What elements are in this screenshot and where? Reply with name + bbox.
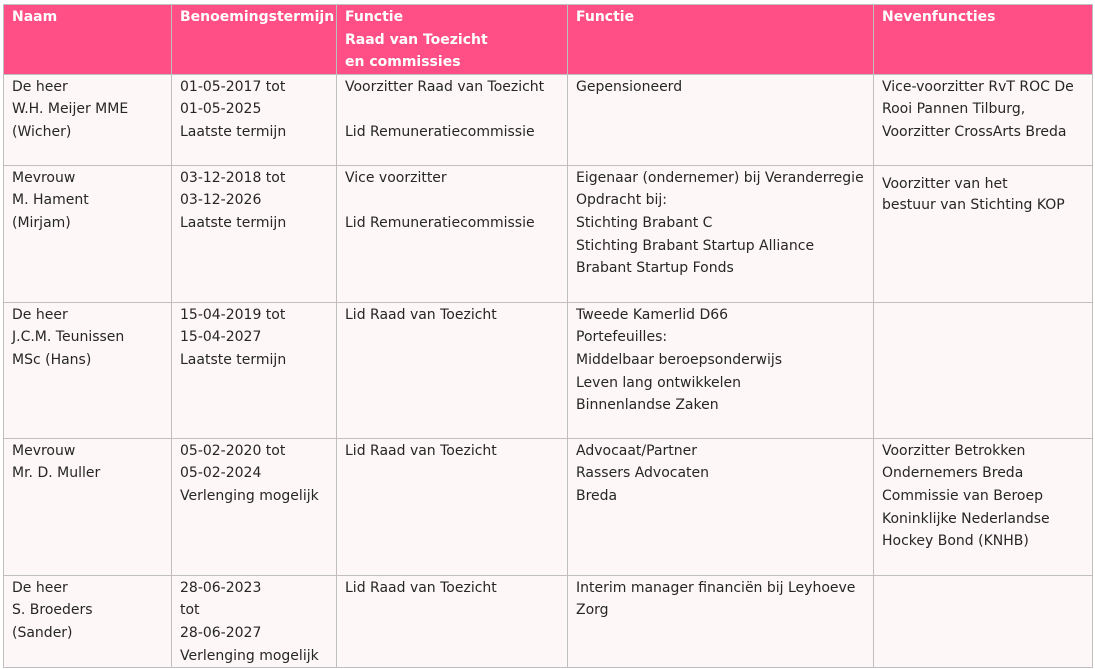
cell-nevenfuncties <box>874 575 1093 667</box>
cell-naam <box>4 302 172 438</box>
cell-line: Vice voorzitter <box>345 169 447 186</box>
cell-naam <box>4 438 172 575</box>
cell-line: Leven lang ontwikkelen <box>576 374 742 391</box>
header-benoemingstermijn: Benoemingstermijn <box>172 5 337 75</box>
cell-nevenfuncties <box>874 438 1093 575</box>
cell-line: J.C.M. Teunissen <box>12 329 125 346</box>
header-functie-rvt <box>337 5 568 75</box>
cell-line: Rooi Pannen Tilburg, <box>882 101 1026 118</box>
cell-line: Middelbaar beroepsonderwijs <box>576 351 783 368</box>
cell-line: Verlenging mogelijk <box>180 647 319 664</box>
cell-line: Koninklijke Nederlandse <box>882 510 1050 527</box>
cell-line: Gepensioneerd <box>576 78 683 95</box>
cell-line: W.H. Meijer MME <box>12 101 129 118</box>
cell-line: De heer <box>12 579 68 596</box>
cell-line: 15-04-2019 tot <box>180 306 286 323</box>
table-row <box>4 438 1093 575</box>
cell-line: Binnenlandse Zaken <box>576 397 719 414</box>
cell-naam <box>4 165 172 302</box>
cell-functie <box>568 302 874 438</box>
cell-functie-rvt <box>337 438 568 575</box>
cell-line: Mr. D. Muller <box>12 465 101 482</box>
cell-line: S. Broeders <box>12 602 93 619</box>
header-functie-rvt-line: Functie <box>345 9 404 25</box>
cell-termijn <box>172 302 337 438</box>
table-row <box>4 575 1093 667</box>
line-gap <box>345 98 559 121</box>
cell-functie <box>568 74 874 165</box>
cell-functie-rvt <box>337 302 568 438</box>
cell-line: Laatste termijn <box>180 351 287 368</box>
cell-line: De heer <box>12 78 68 95</box>
header-functie-rvt-line: Raad van Toezicht <box>345 31 488 48</box>
cell-line: tot <box>180 602 200 619</box>
cell-line: Portefeuilles: <box>576 329 668 346</box>
cell-termijn <box>172 74 337 165</box>
cell-naam <box>4 575 172 667</box>
cell-line: 28-06-2027 <box>180 624 262 641</box>
cell-line: Laatste termijn <box>180 123 287 140</box>
header-nevenfuncties: Nevenfuncties <box>874 5 1093 75</box>
cell-line: Mevrouw <box>12 169 76 186</box>
cell-nevenfuncties <box>874 165 1093 302</box>
header-functie: Functie <box>568 5 874 75</box>
cell-line: Lid Remuneratiecommissie <box>345 123 535 140</box>
cell-line: Stichting Brabant C <box>576 214 713 231</box>
cell-line: Eigenaar (ondernemer) bij Veranderregie <box>576 169 864 186</box>
cell-line: Lid Raad van Toezicht <box>345 442 497 459</box>
cell-line: Verlenging mogelijk <box>180 487 319 504</box>
cell-line: (Wicher) <box>12 123 72 140</box>
header-naam: Naam <box>4 5 172 75</box>
cell-line: Tweede Kamerlid D66 <box>576 306 729 323</box>
cell-functie-rvt <box>337 575 568 667</box>
cell-line: Ondernemers Breda <box>882 465 1024 482</box>
cell-functie-rvt <box>337 165 568 302</box>
cell-line: Voorzitter Raad van Toezicht <box>345 78 545 95</box>
cell-functie <box>568 575 874 667</box>
cell-line: Commissie van Beroep <box>882 487 1043 504</box>
cell-line: 03-12-2018 tot <box>180 169 286 186</box>
table-row <box>4 302 1093 438</box>
rvt-members-table <box>3 4 1093 668</box>
cell-line: Interim manager financiën bij Leyhoeve <box>576 579 856 596</box>
cell-termijn <box>172 165 337 302</box>
cell-naam <box>4 74 172 165</box>
cell-functie <box>568 438 874 575</box>
cell-functie <box>568 165 874 302</box>
table-row <box>4 165 1093 302</box>
cell-line: Hockey Bond (KNHB) <box>882 533 1029 550</box>
cell-termijn <box>172 575 337 667</box>
cell-line: 05-02-2020 tot <box>180 442 286 459</box>
cell-functie-rvt <box>337 74 568 165</box>
cell-line: Brabant Startup Fonds <box>576 260 734 277</box>
cell-line: Voorzitter Betrokken <box>882 442 1026 459</box>
cell-line: Breda <box>576 487 618 504</box>
cell-line: Mevrouw <box>12 442 76 459</box>
cell-line: Vice-voorzitter RvT ROC De <box>882 78 1074 95</box>
cell-line: MSc (Hans) <box>12 351 92 368</box>
cell-line: 28-06-2023 <box>180 579 262 596</box>
cell-line: Lid Remuneratiecommissie <box>345 214 535 231</box>
cell-line: 01-05-2025 <box>180 101 262 118</box>
cell-line: (Mirjam) <box>12 214 71 231</box>
cell-line: Advocaat/Partner <box>576 442 698 459</box>
cell-line: Lid Raad van Toezicht <box>345 579 497 596</box>
cell-line: 03-12-2026 <box>180 192 262 209</box>
cell-line: Rassers Advocaten <box>576 465 710 482</box>
cell-line: 05-02-2024 <box>180 465 262 482</box>
cell-nevenfuncties <box>874 302 1093 438</box>
cell-termijn <box>172 438 337 575</box>
line-gap <box>345 189 559 212</box>
cell-line: Voorzitter van het <box>882 175 1008 192</box>
cell-line: 01-05-2017 tot <box>180 78 286 95</box>
cell-line: M. Hament <box>12 192 89 209</box>
cell-line: Lid Raad van Toezicht <box>345 306 497 323</box>
cell-line: Laatste termijn <box>180 214 287 231</box>
cell-nevenfuncties <box>874 74 1093 165</box>
cell-line: Zorg <box>576 602 609 619</box>
cell-line: (Sander) <box>12 624 73 641</box>
header-row <box>4 5 1093 75</box>
cell-line: bestuur van Stichting KOP <box>882 196 1065 213</box>
cell-line: Stichting Brabant Startup Alliance <box>576 237 815 254</box>
cell-line: Opdracht bij: <box>576 192 668 209</box>
cell-line: Voorzitter CrossArts Breda <box>882 123 1067 140</box>
table-row <box>4 74 1093 165</box>
cell-line: De heer <box>12 306 68 323</box>
cell-line: 15-04-2027 <box>180 329 262 346</box>
header-functie-rvt-line: en commissies <box>345 54 461 71</box>
